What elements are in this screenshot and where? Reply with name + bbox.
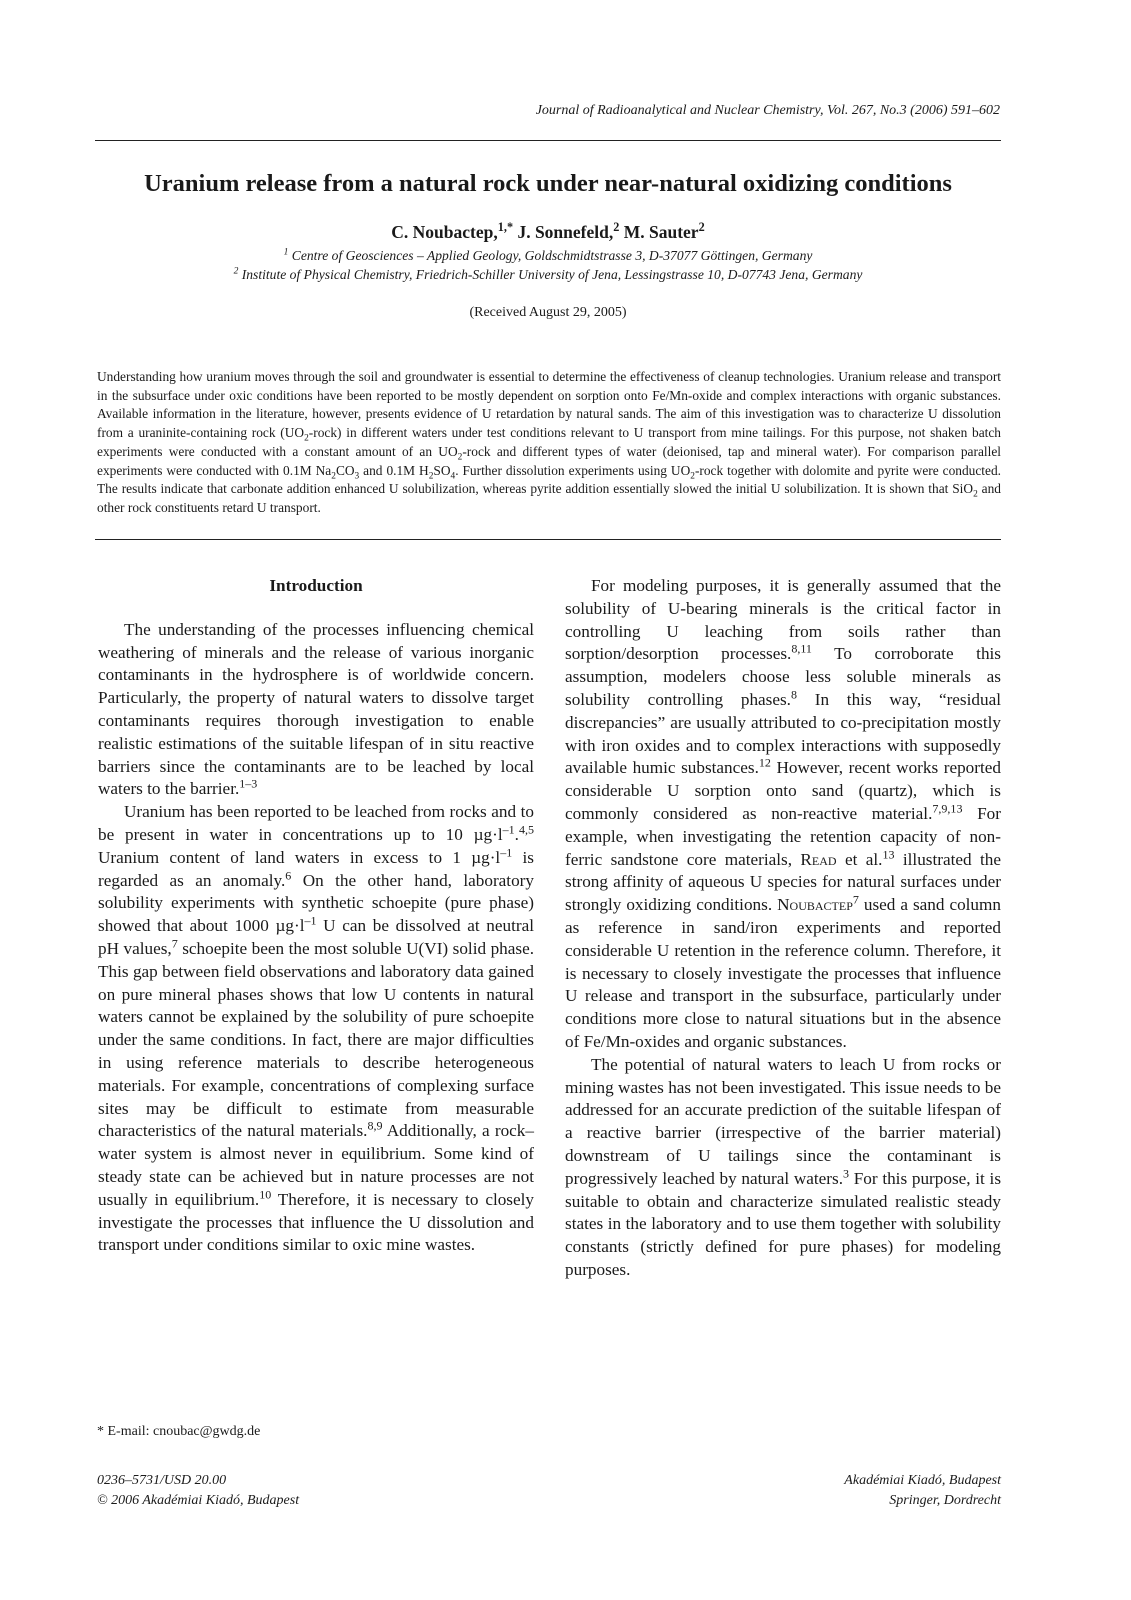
citation: 4,5 (518, 822, 534, 837)
citation: 7 (171, 936, 178, 951)
abstract-text: . Further dissolution experiments using UO (455, 462, 691, 478)
citation: 3 (843, 1165, 850, 1180)
abstract-text: -rock) in different waters under test conditions relevant to U transport from mine tailings. For this purpose, not shaken batch experiments were conducted with a constant amount of an UO (97, 425, 1001, 459)
affiliation-text: Institute of Physical Chemistry, Friedrich-Schiller University of Jena, Lessingstrasse 10, D-07743 Jena, Germany (238, 267, 863, 282)
author-affiliation-mark: 1,* (497, 220, 514, 235)
citation: 7,9,13 (932, 801, 963, 816)
paragraph-text: For example, when investigating the retention capacity of non-ferric sandstone core materials, (565, 803, 1001, 869)
journal-reference: Journal of Radioanalytical and Nuclear Chemistry, Vol. 267, No.3 (2006) 591–602 (535, 103, 1000, 118)
publisher-1: Akadémiai Kiadó, Budapest (844, 1473, 1001, 1488)
cited-author: Noubactep (777, 895, 853, 915)
superscript: –1 (500, 845, 513, 860)
paragraph-text: For modeling purposes, it is generally assumed that the solubility of U-bearing minerals is the critical factor in controlling U leaching from soils rather than sorption/desorption processes. (565, 576, 1001, 664)
subscript: 2 (973, 489, 978, 500)
footer-right (844, 1471, 1001, 1511)
superscript: –1 (502, 822, 515, 837)
paragraph-text: Additionally, a rock–water system is almost never in equilibrium. Some kind of steady state can be achieved but in nature processes are not usually in equilibrium. (98, 1121, 534, 1209)
affiliation-text: Centre of Geosciences – Applied Geology, Goldschmidtstrasse 3, D-37077 Göttingen, Germany (288, 248, 813, 263)
citation: 7 (852, 892, 859, 907)
paragraph-text: The potential of natural waters to leach U from rocks or mining wastes has not been investigated. This issue needs to be addressed for an accurate prediction of the suitable lifespan of a reactive barrier (irrespective of the barrier material) downstream of U tailings since the contaminant is progressively leached by natural waters. (565, 1054, 1001, 1188)
issn-price: 0236–5731/USD 20.00 (97, 1473, 227, 1488)
abstract-text: and 0.1M H (359, 462, 429, 478)
left-column (98, 575, 534, 1257)
cited-author: Read (800, 849, 837, 869)
intro-paragraph-3 (565, 575, 1001, 1054)
abstract-rule (95, 539, 1001, 540)
affiliation-mark: 1 (283, 247, 289, 258)
paragraph-text: To corroborate this assumption, modelers choose less soluble minerals as solubility controlling phases. (565, 644, 1001, 709)
paragraph-text: used a sand column as reference in sand/iron experiments and reported considerable U retention in the reference column. Therefore, it is necessary to closely investigate the processes that influence U release and transport in the subsurface, particularly under conditions more close to natural situations but in the absence of Fe/Mn-oxides and organic substances. (565, 895, 1001, 1051)
subscript: 2 (428, 471, 434, 482)
article-title: Uranium release from a natural rock under near-natural oxidizing conditions (144, 170, 952, 197)
subscript: 3 (354, 471, 360, 482)
paragraph-text: For this purpose, it is suitable to obtain and characterize simulated realistic steady states in the laboratory and to use them together with solubility constants (strictly defined for pure phases) for modeling purposes. (565, 1168, 1002, 1279)
abstract (97, 368, 1001, 518)
abstract-text: -rock together with dolomite and pyrite were conducted. The results indicate that carbonate addition enhanced U solubilization, whereas pyrite addition essentially slowed the initial U solubilization. It is shown that SiO (97, 462, 1001, 497)
abstract-text: SO (433, 462, 451, 478)
superscript: –1 (304, 913, 317, 928)
paragraph-text: The understanding of the processes influencing chemical weathering of minerals and the release of various inorganic contaminants in the hydrosphere is of worldwide concern. Particularly, the property of natural waters to dissolve target contaminants requires thorough investigation to enable realistic estimations of the suitable lifespan of in situ reactive barriers since the contaminants are to be leached by local waters to the barrier. (98, 619, 534, 799)
intro-paragraph-2 (98, 801, 534, 1257)
paragraph-text: schoepite been the most soluble U(VI) solid phase. This gap between field observations and laboratory data gained on pure mineral phases shows that low U contents in natural waters cannot be explained by the solubility of pure schoepite under the same conditions. In fact, there are major difficulties in using reference materials to describe heterogeneous materials. For example, concentrations of complexing surface sites may be difficult to estimate from measurable characteristics of the natural materials. (98, 938, 534, 1141)
intro-paragraph-1 (98, 619, 534, 801)
subscript: 2 (690, 471, 695, 482)
footer-left (97, 1471, 299, 1511)
author-name: C. Noubactep, (391, 222, 498, 242)
paragraph-text: Therefore, it is necessary to closely investigate the processes that influence the U dissolution and transport under conditions similar to oxic mine wastes. (98, 1189, 534, 1255)
citation: 13 (882, 846, 895, 861)
citation: 10 (259, 1186, 272, 1201)
email-footnote: * E-mail: cnoubac@gwdg.de (97, 1424, 261, 1439)
paragraph-text: et al. (836, 849, 883, 869)
abstract-text: Understanding how uranium moves through the soil and groundwater is essential to determine the effectiveness of cleanup technologies. Uranium release and transport in the subsurface under oxic conditions have been reported to be mostly dependent on sorption onto Fe/Mn-oxide and complex interactions with organic substances. Available information in the literature, however, presents evidence of U retardation by natural sands. The aim of this investigation was to characterize U dissolution from a uraninite-containing rock (UO (97, 369, 1001, 441)
affiliation-1 (95, 248, 1001, 264)
author-affiliation-mark: 2 (698, 220, 705, 235)
paragraph-text: illustrated the strong affinity of aqueous U species for natural surfaces under strongly oxidizing conditions. (565, 849, 1001, 915)
intro-paragraph-4 (565, 1054, 1001, 1282)
abstract-text: CO (335, 462, 355, 478)
citation: 12 (758, 755, 771, 770)
subscript: 2 (457, 452, 463, 463)
paragraph-text: U can be dissolved at neutral pH values, (98, 916, 535, 958)
subscript: 2 (304, 433, 309, 444)
citation: 1–3 (239, 776, 258, 791)
header-rule (95, 140, 1001, 141)
citation: 6 (285, 867, 292, 882)
abstract-text: -rock and different types of water (deionised, tap and mineral water). For comparison parallel experiments were conducted with 0.1M Na (97, 443, 1001, 478)
copyright: © 2006 Akadémiai Kiadó, Budapest (97, 1493, 300, 1508)
paragraph-text: However, recent works reported considerable U sorption onto sand (quartz), which is commonly considered as non-reactive material. (565, 758, 1001, 823)
citation: 8,9 (367, 1118, 383, 1133)
publisher-2: Springer, Dordrecht (889, 1493, 1001, 1508)
author-name: M. Sauter (619, 222, 699, 242)
abstract-text: and other rock constituents retard U transport. (97, 481, 1001, 515)
citation: 8 (790, 687, 797, 702)
affiliation-2 (95, 267, 1001, 283)
author-list (95, 222, 1001, 243)
paragraph-text: is regarded as an anomaly. (98, 847, 534, 890)
affiliation-mark: 2 (233, 266, 239, 277)
paragraph-text: On the other hand, laboratory solubility experiments with synthetic schoepite (pure phase) showed that about 1000 µg·l (98, 870, 534, 936)
citation: 8,11 (791, 641, 812, 656)
author-name: J. Sonnefeld, (513, 222, 614, 242)
subscript: 2 (331, 471, 336, 482)
paragraph-text: In this way, “residual discrepancies” are usually attributed to co-precipitation mostly with iron oxides and to complex interactions with supposedly available humic substances. (565, 689, 1001, 778)
subscript: 4 (450, 471, 456, 482)
paragraph-text: Uranium content of land waters in excess to 1 µg·l (98, 847, 501, 867)
paragraph-text: Uranium has been reported to be leached from rocks and to be present in water in concentrations up to 10 µg·l (98, 802, 534, 844)
paragraph-text: . (514, 824, 519, 844)
received-date: (Received August 29, 2005) (469, 305, 627, 320)
author-affiliation-mark: 2 (613, 220, 620, 235)
section-heading: Introduction (269, 576, 363, 595)
right-column (565, 575, 1001, 1282)
